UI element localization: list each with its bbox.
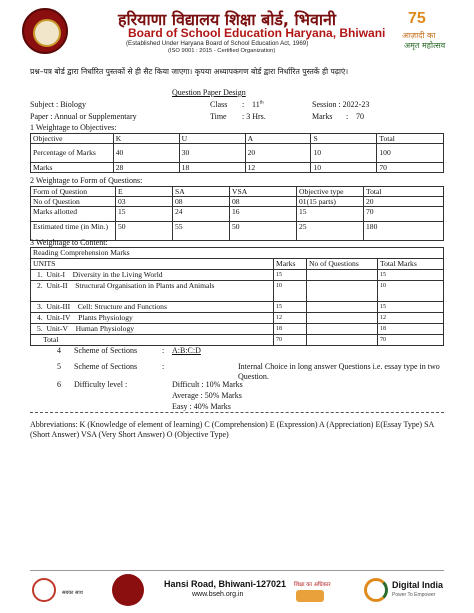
established-note: (Established Under Haryana Board of School Education Act, 1969) [126,40,309,47]
table-header-row [31,134,444,144]
swachh-bharat-icon [32,578,56,602]
section3-heading: 3 Weightage to Content: [30,238,108,247]
table-cell: S [311,134,377,144]
unit-number: 4. [37,313,43,322]
table-cell: 08 [173,197,230,207]
unit-label: Unit-I [46,270,66,279]
table-cell: 10 [378,281,444,302]
table-row [31,313,444,324]
sabka-sath-text: सबका साथ [62,590,83,596]
table-cell: Total [377,134,444,144]
time-label: Time [210,112,227,121]
table-cell: 25 [297,222,364,241]
table-cell: 30 [179,144,245,163]
unit-title: Human Physiology [75,324,135,333]
children-icon [296,590,324,602]
table-cell: 12 [274,313,307,324]
table-cell: Form of Question [31,187,116,197]
difficulty-easy: Easy : 40% Marks [172,402,231,411]
difficulty-label: Difficulty level : [74,380,128,389]
table-cell: 55 [173,222,230,241]
scheme5-label: Scheme of Sections [74,362,138,371]
table-cell: Marks [31,163,114,173]
table-cell: SA [173,187,230,197]
class-value [252,100,264,109]
table-cell: 15 [297,207,364,222]
unit-title: Cell: Structure and Functions [77,302,167,311]
table-cell [307,324,378,335]
footer-board-logo [112,574,144,606]
table-cell [307,270,378,281]
table-cell: UNITS [31,259,274,270]
footer-divider [30,570,444,571]
table-cell: 100 [377,144,444,163]
table-cell: 180 [364,222,444,241]
table-cell: 15 [274,270,307,281]
difficulty-average: Average : 50% Marks [172,391,242,400]
section2-heading: 2 Weightage to Form of Questions: [30,176,143,185]
unit-number: 3. [37,302,43,311]
marks-value: 70 [356,112,364,121]
unit-label: Unit-V [46,324,69,333]
table-cell: 70 [364,207,444,222]
unit-cell [31,313,274,324]
table-cell: 10 [311,163,377,173]
table-cell: Marks [274,259,307,270]
scheme5-value: Internal Choice in long answer Questions i.e. essay type in two Question. [238,362,440,381]
table-cell: Total Marks [378,259,444,270]
table-cell: Total [364,187,444,197]
digital-india-icon [364,578,388,602]
unit-number: 2. [37,281,43,290]
table-cell: No of Questions [307,259,378,270]
table-cell [307,281,378,302]
class-suffix: th [259,100,264,106]
hindi-board-title: हरियाणा विद्यालय शिक्षा बोर्ड, भिवानी [118,10,337,29]
table-row [31,281,444,302]
table-cell: 70 [274,335,307,346]
table-cell: No of Question [31,197,116,207]
table-cell: 18 [378,324,444,335]
class-number: 11 [252,100,260,109]
table-row [31,163,444,173]
table-row [31,207,444,222]
table-row [31,197,444,207]
subject: Subject : Biology [30,100,86,109]
unit-label: Unit-II [46,281,68,290]
table-cell: Marks allotted [31,207,116,222]
table-cell: 28 [113,163,179,173]
table-cell: U [179,134,245,144]
table-cell: E [116,187,173,197]
table-cell: 50 [116,222,173,241]
difficulty-number: 6 [57,380,61,389]
total-label: Total [31,335,274,346]
unit-cell [31,281,274,302]
scheme5-number: 5 [57,362,61,371]
marks-label: Marks [312,112,333,121]
difficulty-difficult: Difficult : 10% Marks [172,380,243,389]
digital-india-text: Digital India [392,580,444,590]
board-logo [22,8,68,54]
notice-text: प्रश्न–पत्र बोर्ड द्वारा निर्धारित पुस्तकों से ही सैट किया जाएगा। कृपया अध्यापकगण बोर्ड द्वारा निर्धारित पुस्तकें ही पढ़ाएं। [30,67,349,76]
unit-number: 5. [37,324,43,333]
table-cell: VSA [230,187,297,197]
table-cell: 03 [116,197,173,207]
digital-india-tagline: Power To Empower [392,592,436,598]
design-title: Question Paper Design [172,88,246,97]
azadi-line1: आज़ादी का [402,31,436,40]
table-cell: 12 [378,313,444,324]
unit-cell [31,302,274,313]
unit-title: Diversity in the Living World [72,270,163,279]
table-cell: 24 [173,207,230,222]
time-value: : 3 Hrs. [242,112,266,121]
table-header-row [31,187,444,197]
table-cell: 15 [274,302,307,313]
section1-heading: 1 Weightage to Objectives: [30,123,117,132]
content-weightage-table [30,247,444,346]
table-cell [307,302,378,313]
table-cell: 15 [378,302,444,313]
table-cell: 20 [364,197,444,207]
scheme4-value: A:B:C:D [172,346,201,355]
table-row [31,144,444,163]
table-cell: 18 [274,324,307,335]
table-cell: K [113,134,179,144]
footer-address: Hansi Road, Bhiwani-127021 [164,579,287,589]
table-row [31,302,444,313]
table-cell: Estimated time (in Min.) [31,222,116,241]
table-cell: 15 [378,270,444,281]
table-row [31,270,444,281]
table-header-row [31,259,444,270]
table-cell: 15 [116,207,173,222]
class-colon: : [242,100,245,109]
table-cell: 12 [245,163,311,173]
unit-label: Unit-III [46,302,71,311]
unit-cell [31,270,274,281]
shiksha-text: शिक्षा का अधिकार [294,582,331,588]
table-cell: 01(15 parts) [297,197,364,207]
objectives-table [30,133,444,173]
azadi-ka-amrit-mahotsav-logo [400,10,456,50]
table-cell: 50 [230,222,297,241]
abbreviations: Abbreviations: K (Knowledge of element of learning) C (Comprehension) E (Expression) A (Appreciation) E(Essay Type) SA (Short Answer) VSA (Very Short Answer) O (Objective Type) [30,420,434,439]
table-cell: Percentage of Marks [31,144,114,163]
unit-title: Plants Physiology [78,313,133,322]
table-caption: Reading Comprehension Marks [31,248,444,259]
unit-title: Structural Organisation in Plants and Animals [75,281,215,290]
unit-label: Unit-IV [46,313,71,322]
class-label: Class [210,100,228,109]
table-total-row [31,335,444,346]
azadi-line2: अमृत महोत्सव [404,41,446,50]
table-cell: 18 [179,163,245,173]
board-name: Board of School Education Haryana, Bhiwani [128,26,386,40]
table-caption-row [31,248,444,259]
paper: Paper : Annual or Supplementary [30,112,137,121]
table-cell: 40 [113,144,179,163]
session: Session : 2022-23 [312,100,370,109]
unit-cell [31,324,274,335]
scheme4-label: Scheme of Sections [74,346,138,355]
table-cell: 16 [230,207,297,222]
form-of-questions-table [30,186,444,241]
footer-website[interactable]: www.bseh.org.in [192,591,244,598]
marks-colon: : [346,112,349,121]
table-cell: 70 [377,163,444,173]
table-cell [307,313,378,324]
table-cell: 10 [311,144,377,163]
table-cell [307,335,378,346]
azadi-number: 75 [408,10,426,27]
iso-note: (ISO 9001 : 2015 - Certified Organization) [168,48,276,54]
table-cell: 70 [378,335,444,346]
scheme5-colon: : [162,362,165,371]
table-cell: Objective type [297,187,364,197]
scheme4-number: 4 [57,346,61,355]
dashed-divider [30,412,444,413]
table-cell: Objective [31,134,114,144]
table-cell: 08 [230,197,297,207]
table-row [31,324,444,335]
unit-number: 1. [37,270,43,279]
scheme4-colon: : [162,346,165,355]
table-cell: 10 [274,281,307,302]
table-cell: A [245,134,311,144]
table-cell: 20 [245,144,311,163]
